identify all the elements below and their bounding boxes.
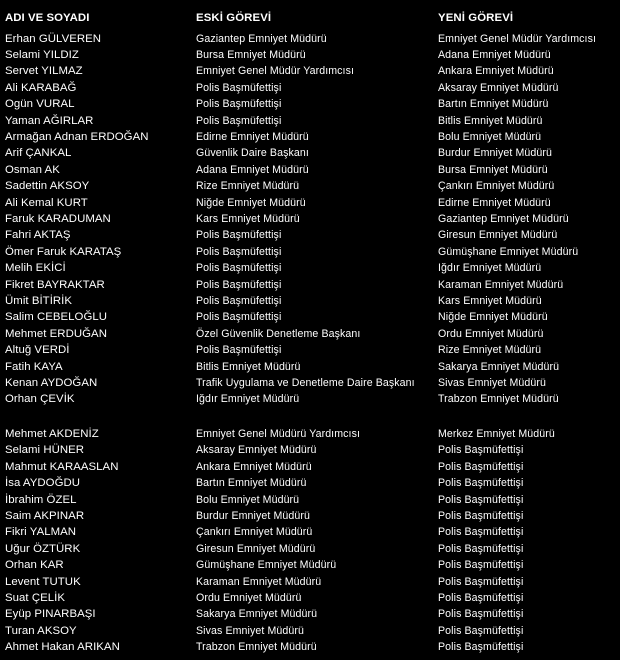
person-name: Eyüp PINARBAŞI bbox=[5, 608, 96, 621]
new-role: Emniyet Genel Müdür Yardımcısı bbox=[438, 32, 597, 45]
person-name: Armağan Adnan ERDOĞAN bbox=[5, 130, 149, 143]
person-name: Levent TUTUK bbox=[5, 575, 81, 588]
table-row bbox=[0, 359, 620, 375]
person-name: Saim AKPINAR bbox=[5, 510, 85, 522]
new-role: Kars Emniyet Müdürü bbox=[438, 294, 542, 307]
old-role: Özel Güvenlik Denetleme Başkanı bbox=[196, 327, 361, 340]
old-role: Bursa Emniyet Müdürü bbox=[196, 48, 306, 61]
person-name: Arif ÇANKAL bbox=[5, 147, 72, 160]
table-row bbox=[0, 375, 620, 391]
new-role: Ankara Emniyet Müdürü bbox=[438, 65, 554, 78]
old-role: Kars Emniyet Müdürü bbox=[196, 212, 300, 225]
old-role: Bartın Emniyet Müdürü bbox=[196, 477, 307, 490]
person-name: Ömer Faruk KARATAŞ bbox=[5, 245, 122, 258]
old-role: Polis Başmüfettişi bbox=[196, 294, 282, 307]
old-role: Sakarya Emniyet Müdürü bbox=[196, 608, 318, 621]
table-row bbox=[0, 113, 620, 129]
table-row bbox=[0, 557, 620, 573]
table-row bbox=[0, 145, 620, 161]
person-name: Servet YILMAZ bbox=[5, 65, 83, 78]
table-row bbox=[0, 227, 620, 243]
old-role: Güvenlik Daire Başkanı bbox=[196, 147, 309, 160]
old-role: Gaziantep Emniyet Müdürü bbox=[196, 32, 327, 45]
new-role: Merkez Emniyet Müdürü bbox=[438, 428, 555, 440]
person-name: Mehmet AKDENİZ bbox=[5, 428, 99, 440]
new-role: Rize Emniyet Müdürü bbox=[438, 344, 542, 357]
old-role: Iğdır Emniyet Müdürü bbox=[196, 393, 300, 406]
person-name: Selami HÜNER bbox=[5, 444, 85, 457]
person-name: Erhan GÜLVEREN bbox=[5, 32, 102, 45]
person-name: Osman AK bbox=[5, 163, 60, 176]
old-role: Polis Başmüfettişi bbox=[196, 114, 282, 127]
table-row bbox=[0, 129, 620, 145]
old-role: Polis Başmüfettişi bbox=[196, 98, 282, 111]
table-row bbox=[0, 342, 620, 358]
old-role: Giresun Emniyet Müdürü bbox=[196, 542, 316, 555]
old-role: Polis Başmüfettişi bbox=[196, 262, 282, 275]
person-name: Fatih KAYA bbox=[5, 360, 63, 373]
table-row bbox=[0, 459, 620, 475]
new-role: Bitlis Emniyet Müdürü bbox=[438, 114, 543, 127]
old-role: Ordu Emniyet Müdürü bbox=[196, 592, 302, 604]
table-row bbox=[0, 426, 620, 442]
table-row bbox=[0, 442, 620, 458]
new-role: Ordu Emniyet Müdürü bbox=[438, 327, 544, 340]
new-role: Polis Başmüfettişi bbox=[438, 493, 524, 506]
person-name: Fikret BAYRAKTAR bbox=[5, 278, 105, 291]
person-name: İsa AYDOĞDU bbox=[5, 477, 81, 490]
header-new-role: YENİ GÖREVİ bbox=[438, 12, 514, 24]
person-name: Orhan ÇEVİK bbox=[5, 393, 75, 406]
table-row bbox=[0, 574, 620, 590]
table-row bbox=[0, 162, 620, 178]
table-row bbox=[0, 195, 620, 211]
table-row bbox=[0, 590, 620, 606]
new-role: Giresun Emniyet Müdürü bbox=[438, 229, 558, 242]
new-role: Edirne Emniyet Müdürü bbox=[438, 196, 551, 209]
new-role: Gaziantep Emniyet Müdürü bbox=[438, 212, 569, 225]
table-row bbox=[0, 178, 620, 194]
old-role: Trafik Uygulama ve Denetleme Daire Başkanı bbox=[196, 376, 415, 389]
person-name: Suat ÇELİK bbox=[5, 592, 66, 604]
person-name: Fikri YALMAN bbox=[5, 526, 77, 539]
person-name: Ogün VURAL bbox=[5, 98, 75, 111]
table-row bbox=[0, 492, 620, 508]
new-role: Bolu Emniyet Müdürü bbox=[438, 130, 542, 143]
header-name: ADI VE SOYADI bbox=[5, 12, 90, 24]
table-row bbox=[0, 211, 620, 227]
person-name: Sadettin AKSOY bbox=[5, 180, 90, 193]
new-role: Polis Başmüfettişi bbox=[438, 542, 524, 555]
table-row bbox=[0, 277, 620, 293]
table-row bbox=[0, 623, 620, 639]
new-role: Karaman Emniyet Müdürü bbox=[438, 278, 564, 291]
old-role: Karaman Emniyet Müdürü bbox=[196, 575, 322, 588]
table-row bbox=[0, 244, 620, 260]
person-name: Melih EKİCİ bbox=[5, 262, 66, 275]
old-role: Gümüşhane Emniyet Müdürü bbox=[196, 559, 337, 572]
table-row bbox=[0, 260, 620, 276]
old-role: Polis Başmüfettişi bbox=[196, 229, 282, 242]
new-role: Niğde Emniyet Müdürü bbox=[438, 311, 548, 324]
person-name: Ümit BİTİRİK bbox=[5, 294, 73, 307]
new-role: Burdur Emniyet Müdürü bbox=[438, 147, 552, 160]
old-role: Edirne Emniyet Müdürü bbox=[196, 130, 309, 143]
person-name: Mahmut KARAASLAN bbox=[5, 460, 119, 473]
old-role: Emniyet Genel Müdür Yardımcısı bbox=[196, 65, 355, 78]
old-role: Bitlis Emniyet Müdürü bbox=[196, 360, 301, 373]
person-name: Salim CEBELOĞLU bbox=[5, 311, 108, 324]
person-name: Ali KARABAĞ bbox=[5, 81, 77, 94]
old-role: Ankara Emniyet Müdürü bbox=[196, 460, 312, 473]
person-name: Altuğ VERDİ bbox=[5, 344, 70, 357]
old-role: Burdur Emniyet Müdürü bbox=[196, 510, 310, 522]
person-name: Fahri AKTAŞ bbox=[5, 229, 71, 242]
person-name: Ali Kemal KURT bbox=[5, 196, 88, 209]
new-role: Sakarya Emniyet Müdürü bbox=[438, 360, 560, 373]
old-role: Polis Başmüfettişi bbox=[196, 311, 282, 324]
new-role: Polis Başmüfettişi bbox=[438, 510, 524, 522]
new-role: Polis Başmüfettişi bbox=[438, 526, 524, 539]
new-role: Bursa Emniyet Müdürü bbox=[438, 163, 548, 176]
new-role: Polis Başmüfettişi bbox=[438, 444, 524, 457]
table-row bbox=[0, 508, 620, 524]
new-role: Polis Başmüfettişi bbox=[438, 624, 524, 637]
table-row bbox=[0, 475, 620, 491]
table-row bbox=[0, 606, 620, 622]
table-row bbox=[0, 80, 620, 96]
table-row bbox=[0, 524, 620, 540]
table-row bbox=[0, 639, 620, 655]
new-role: Trabzon Emniyet Müdürü bbox=[438, 393, 559, 406]
person-name: İbrahim ÖZEL bbox=[5, 493, 77, 506]
old-role: Sivas Emniyet Müdürü bbox=[196, 624, 304, 637]
old-role: Polis Başmüfettişi bbox=[196, 245, 282, 258]
person-name: Yaman AĞIRLAR bbox=[5, 114, 94, 127]
person-name: Mehmet ERDUĞAN bbox=[5, 327, 107, 340]
new-role: Gümüşhane Emniyet Müdürü bbox=[438, 245, 579, 258]
new-role: Çankırı Emniyet Müdürü bbox=[438, 180, 555, 193]
old-role: Emniyet Genel Müdürü Yardımcısı bbox=[196, 428, 361, 440]
person-name: Kenan AYDOĞAN bbox=[5, 376, 98, 389]
new-role: Polis Başmüfettişi bbox=[438, 559, 524, 572]
old-role: Çankırı Emniyet Müdürü bbox=[196, 526, 313, 539]
old-role: Aksaray Emniyet Müdürü bbox=[196, 444, 317, 457]
old-role: Polis Başmüfettişi bbox=[196, 278, 282, 291]
old-role: Trabzon Emniyet Müdürü bbox=[196, 641, 317, 654]
new-role: Polis Başmüfettişi bbox=[438, 477, 524, 490]
table-header bbox=[0, 10, 620, 26]
old-role: Adana Emniyet Müdürü bbox=[196, 163, 309, 176]
new-role: Iğdır Emniyet Müdürü bbox=[438, 262, 542, 275]
table-row bbox=[0, 63, 620, 79]
person-name: Ahmet Hakan ARIKAN bbox=[5, 641, 120, 654]
person-name: Uğur ÖZTÜRK bbox=[5, 542, 81, 555]
person-name: Selami YILDIZ bbox=[5, 48, 79, 61]
table-row bbox=[0, 391, 620, 407]
table-row bbox=[0, 293, 620, 309]
person-name: Faruk KARADUMAN bbox=[5, 212, 111, 225]
new-role: Polis Başmüfettişi bbox=[438, 608, 524, 621]
new-role: Sivas Emniyet Müdürü bbox=[438, 376, 546, 389]
old-role: Polis Başmüfettişi bbox=[196, 344, 282, 357]
old-role: Niğde Emniyet Müdürü bbox=[196, 196, 306, 209]
table-row bbox=[0, 326, 620, 342]
new-role: Polis Başmüfettişi bbox=[438, 460, 524, 473]
new-role: Polis Başmüfettişi bbox=[438, 592, 524, 604]
header-old-role: ESKİ GÖREVİ bbox=[196, 12, 272, 24]
new-role: Polis Başmüfettişi bbox=[438, 575, 524, 588]
new-role: Bartın Emniyet Müdürü bbox=[438, 98, 549, 111]
old-role: Bolu Emniyet Müdürü bbox=[196, 493, 300, 506]
table-row bbox=[0, 47, 620, 63]
old-role: Rize Emniyet Müdürü bbox=[196, 180, 300, 193]
person-name: Orhan KAR bbox=[5, 559, 64, 572]
new-role: Polis Başmüfettişi bbox=[438, 641, 524, 654]
table-row bbox=[0, 31, 620, 47]
table-row bbox=[0, 309, 620, 325]
old-role: Polis Başmüfettişi bbox=[196, 81, 282, 94]
person-name: Turan AKSOY bbox=[5, 624, 77, 637]
table-row bbox=[0, 541, 620, 557]
table-row bbox=[0, 96, 620, 112]
new-role: Adana Emniyet Müdürü bbox=[438, 48, 551, 61]
new-role: Aksaray Emniyet Müdürü bbox=[438, 81, 559, 94]
